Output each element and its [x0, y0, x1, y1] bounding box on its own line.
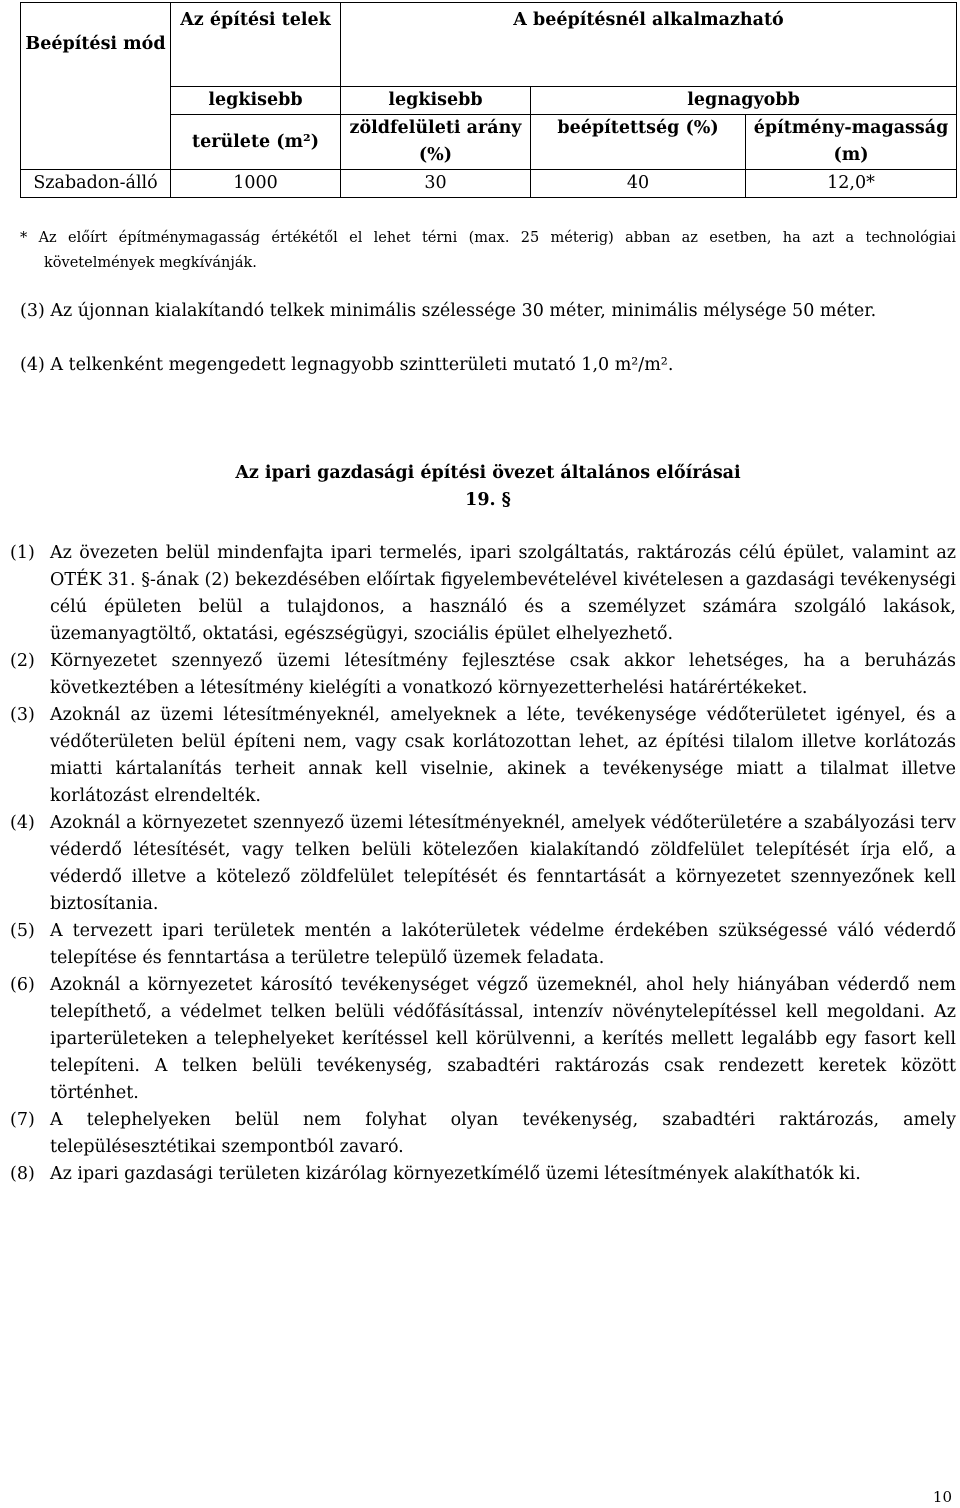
table-footnote — [20, 226, 956, 276]
list-item-number: (8) — [10, 1164, 35, 1184]
list-item-text: A tervezett ipari területek mentén a lakóterületek védelme érdekében szükségessé váló véderdő telepítése és fenntartása a területre települő üzemek feladata. — [50, 921, 956, 968]
list-item — [10, 918, 956, 972]
header-building-mode: Beépítési mód — [21, 3, 171, 170]
list-item — [10, 972, 956, 1107]
list-item-text: Környezetet szennyező üzemi létesítmény fejlesztése csak akkor lehetséges, ha a beruházás következtében a létesítmény kielégíti a vonatkozó környezetterhelési határértékeket. — [50, 651, 956, 698]
header-green-ratio: zöldfelületi arány (%) — [341, 115, 531, 170]
section-number: 19. § — [465, 490, 511, 510]
page-number: 10 — [932, 1488, 952, 1506]
header-applicable: A beépítésnél alkalmazható — [341, 3, 957, 87]
list-item-text: Azoknál az üzemi létesítményeknél, amelyeknek a léte, tevékenysége védőterületet igényel, és a védőterületen belül építeni nem, vagy csak korlátozottan lehet, az építési tilalom illetve korlátozás miatti kártalanítás terheit annak kell viselnie, akinek a tevékenysége miatt a tilalmat illetve korlátozást elrendelték. — [50, 705, 956, 806]
list-item-number: (2) — [10, 651, 35, 671]
list-item-number: (7) — [10, 1110, 35, 1130]
header-smallest-plot: legkisebb — [171, 87, 341, 115]
list-item-number: (1) — [10, 543, 35, 563]
cell-height: 12,0* — [746, 170, 957, 198]
cell-mode: Szabadon-álló — [21, 170, 171, 198]
section-heading: Az ipari gazdasági építési övezet általános előírásai — [235, 463, 741, 483]
list-item — [10, 648, 956, 702]
paragraph-4: (4) A telkenként megengedett legnagyobb szintterületi mutató 1,0 m²/m². — [20, 355, 674, 375]
header-largest: legnagyobb — [531, 87, 957, 115]
list-item — [10, 1161, 956, 1188]
list-item-text: Azoknál a környezetet károsító tevékenységet végző üzemeknél, ahol hely hiányában véderdő nem telepíthető, a védelmet telken belüli védőfásítással, intenzív növénytelepítéssel kell megoldani. Az iparterületeken a telephelyeket kerítéssel kell körülvenni, a kerítés mellett legalább egy fasort kell telepíteni. A telken belüli tevékenység, szabadtéri raktározás csak rendezett keretek között történhet. — [50, 975, 956, 1103]
header-built-ratio: beépítettség (%) — [531, 115, 746, 170]
list-item-number: (5) — [10, 921, 35, 941]
cell-area: 1000 — [171, 170, 341, 198]
cell-built: 40 — [531, 170, 746, 198]
list-item — [10, 540, 956, 648]
header-smallest-green: legkisebb — [341, 87, 531, 115]
list-item-text: Az ipari gazdasági területen kizárólag környezetkímélő üzemi létesítmények alakíthatók ki. — [50, 1164, 861, 1184]
footnote-text: * Az előírt építménymagasság értékétől el lehet térni (max. 25 méterig) abban az esetben, ha azt a technológiai követelmények megkívánják. — [20, 230, 956, 271]
provision-list — [10, 540, 956, 1188]
cell-green: 30 — [341, 170, 531, 198]
list-item-text: A telephelyeken belül nem folyhat olyan tevékenység, szabadtéri raktározás, amely településesztétikai szempontból zavaró. — [50, 1110, 956, 1157]
list-item — [10, 810, 956, 918]
list-item — [10, 702, 956, 810]
paragraph-3: (3) Az újonnan kialakítandó telkek minimális szélessége 30 méter, minimális mélysége 50 méter. — [20, 301, 877, 321]
list-item-number: (6) — [10, 975, 35, 995]
list-item — [10, 1107, 956, 1161]
list-item-text: Az övezeten belül mindenfajta ipari termelés, ipari szolgáltatás, raktározás célú épület, valamint az OTÉK 31. §-ának (2) bekezdésében előírtak figyelembevételével kivételesen a gazdasági tevékenységi célú épületen belül a tulajdonos, a használó és a személyzet számára szolgáló lakások, üzemanyagtöltő, oktatási, egészségügyi, szociális épület elhelyezhető. — [50, 543, 956, 644]
regulation-table — [20, 2, 957, 198]
list-item-number: (4) — [10, 813, 35, 833]
list-item-number: (3) — [10, 705, 35, 725]
header-area: területe (m²) — [171, 115, 341, 170]
list-item-text: Azoknál a környezetet szennyező üzemi létesítményeknél, amelyek védőterületére a szabályozási terv véderdő létesítését, vagy telken belüli kötelezően kialakítandó zöldfelület telepítését írja elő, a véderdő illetve a kötelező zöldfelület telepítését és fenntartását a környezetet szennyezőnek kell biztosítania. — [50, 813, 956, 914]
header-plot: Az építési telek — [171, 3, 341, 87]
header-building-height: építmény-magasság (m) — [746, 115, 957, 170]
